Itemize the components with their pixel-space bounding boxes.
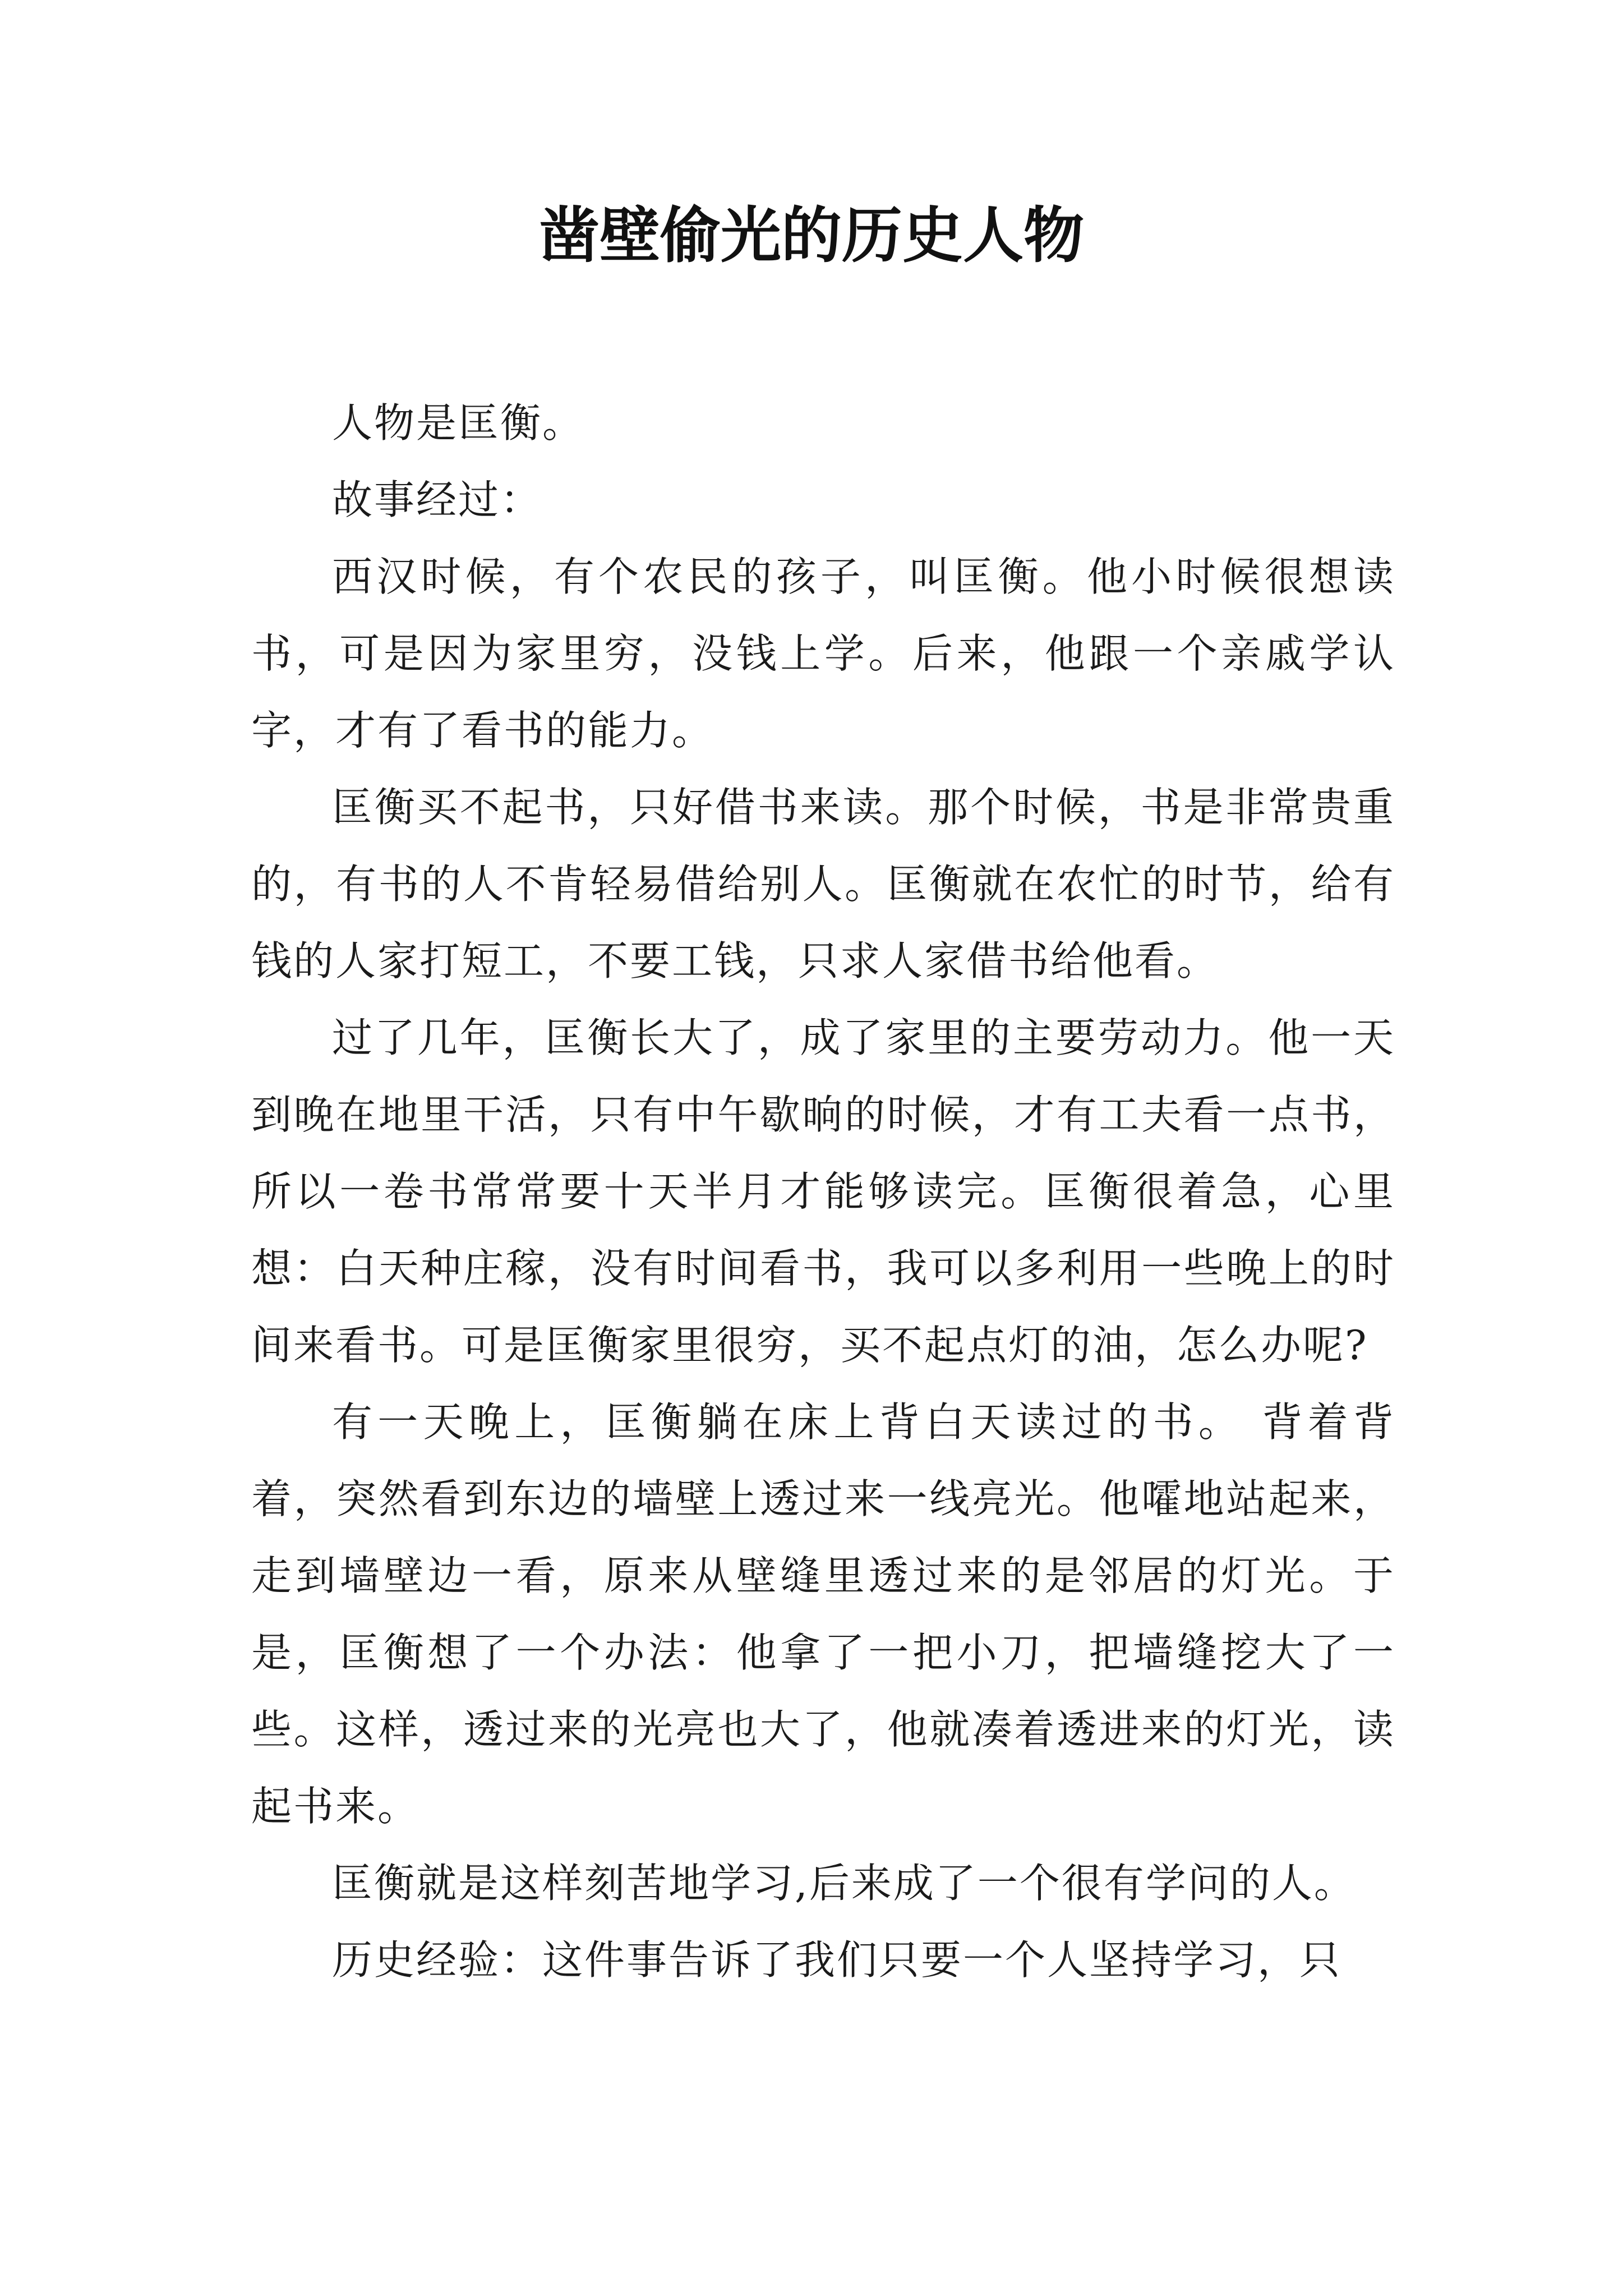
paragraph-character: 人物是匡衡。: [332, 399, 585, 447]
paragraph-story-2: 匡衡买不起书，只好借书来读。那个时候，书是非常贵重的，有书的人不肯轻易借给别人。匡衡就在农忙的时节，给有钱的人家打短工，不要工钱，只求人家借书给他看。: [251, 784, 1395, 984]
paragraph-lesson: 历史经验：这件事告诉了我们只要一个人坚持学习，只: [332, 1936, 1342, 1984]
paragraph-story-heading: 故事经过：: [332, 476, 543, 523]
paragraph-story-1: 西汉时候，有个农民的孩子，叫匡衡。他小时候很想读书，可是因为家里穷，没钱上学。后来，他跟一个亲戚学认字，才有了看书的能力。: [251, 553, 1395, 754]
paragraph-story-5: 匡衡就是这样刻苦地学习,后来成了一个很有学问的人。: [332, 1860, 1356, 1907]
page-title: 凿壁偷光的历史人物: [538, 200, 1084, 271]
document-body: [251, 385, 1395, 1999]
paragraph-story-4: 有一天晚上，匡衡躺在床上背白天读过的书。 背着背着，突然看到东边的墙壁上透过来一线亮光。他嚯地站起来，走到墙壁边一看，原来从壁缝里透过来的是邻居的灯光。于是，匡衡想了一个办法：他拿了一把小刀，把墙缝挖大了一些。这样，透过来的光亮也大了，他就凑着透进来的灯光，读起书来。: [251, 1398, 1395, 1830]
paragraph-story-3: 过了几年，匡衡长大了，成了家里的主要劳动力。他一天到晚在地里干活，只有中午歇晌的时候，才有工夫看一点书，所以一卷书常常要十天半月才能够读完。匡衡很着急，心里想：白天种庄稼，没有时间看书，我可以多利用一些晚上的时间来看书。可是匡衡家里很穷，买不起点灯的油，怎么办呢?: [251, 1014, 1395, 1369]
